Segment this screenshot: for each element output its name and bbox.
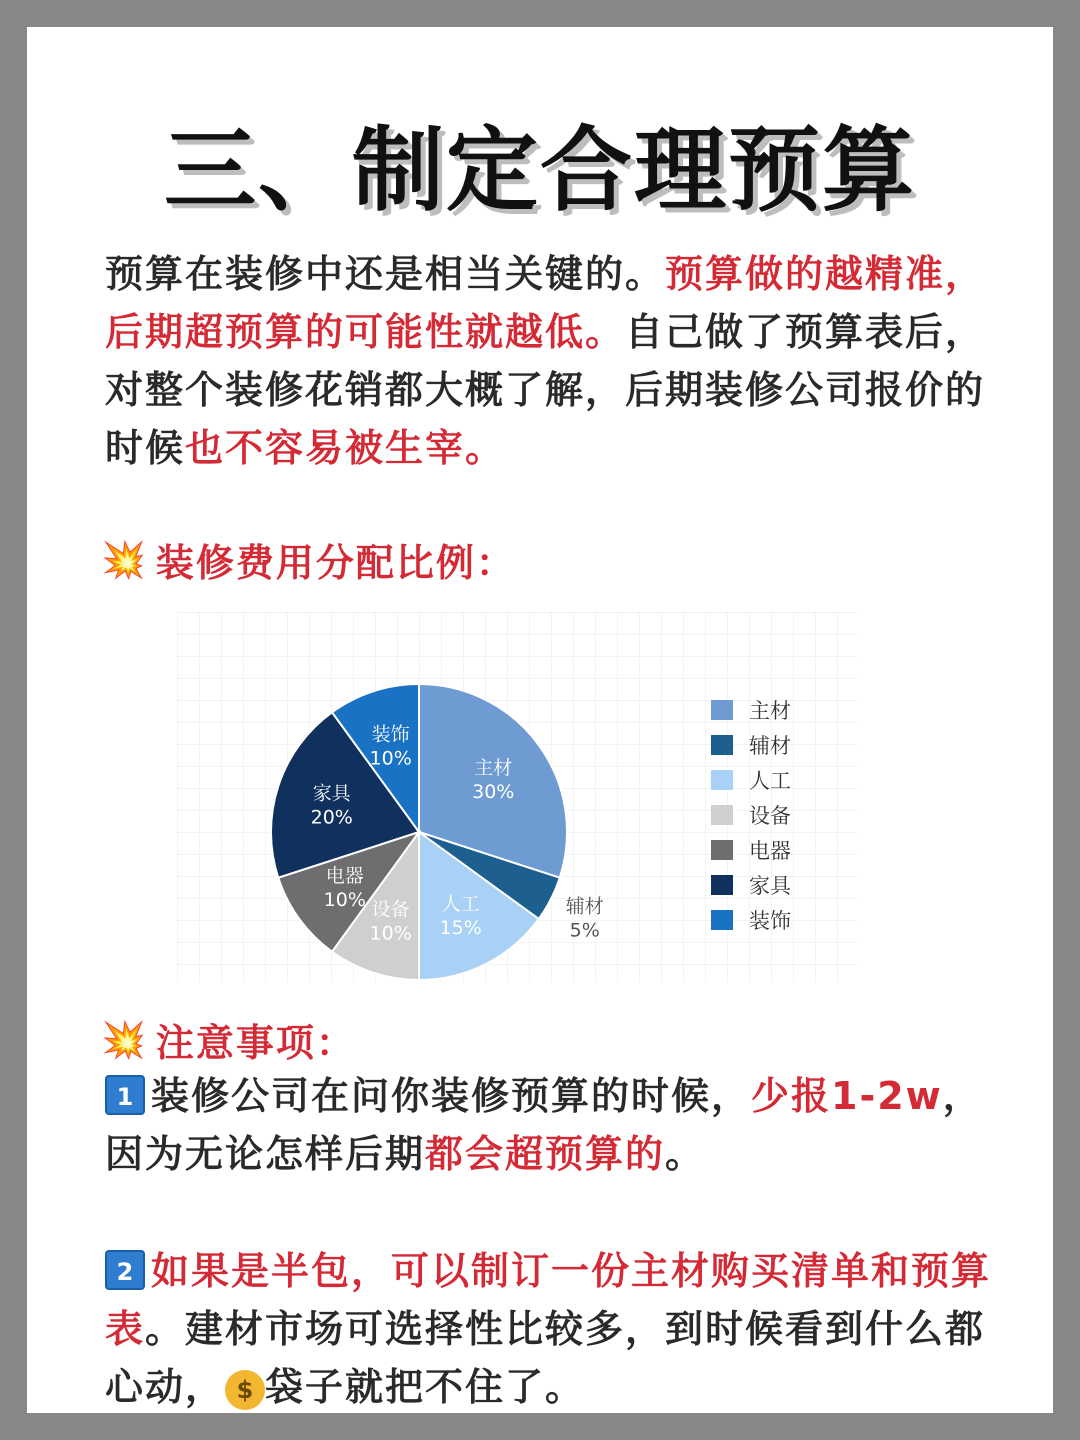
legend-label-4: 设备 — [749, 804, 791, 828]
tip-1 — [105, 1067, 995, 1183]
slice-category-label-3: 人工 — [441, 892, 480, 915]
intro-text-1: 预算在装修中还是相当关键的。 — [105, 252, 666, 296]
tip-1-highlight-b: 都会超预算的 — [425, 1132, 666, 1176]
pie-chart — [177, 612, 857, 982]
tip-1-highlight-a: 少报1-2w — [751, 1074, 943, 1118]
legend-swatch-3 — [711, 770, 733, 790]
slice-value-label-7: 10% — [369, 747, 412, 770]
slice-category-label-4: 设备 — [371, 898, 410, 921]
explosion-icon: 💥 — [101, 1019, 148, 1061]
slice-category-label-1: 主材 — [474, 757, 513, 780]
intro-highlight-1: 预算做的越精准，后期超预算的可能性就越低。 — [105, 252, 986, 354]
legend-label-6: 家具 — [749, 874, 791, 898]
slice-category-label-5: 电器 — [325, 864, 364, 887]
section-heading-ratio-text: 装修费用分配比例： — [155, 541, 516, 585]
slice-value-label-6: 20% — [310, 806, 353, 829]
legend-label-2: 辅材 — [749, 734, 791, 758]
slice-value-label-2: 5% — [569, 919, 600, 942]
slice-value-label-5: 10% — [323, 888, 366, 911]
legend-label-7: 装饰 — [749, 909, 791, 933]
legend-swatch-5 — [711, 840, 733, 860]
number-1-icon: 1 — [105, 1075, 145, 1115]
tip-1-text-a: 装修公司在问你装修预算的时候， — [151, 1074, 752, 1118]
legend-label-1: 主材 — [749, 699, 791, 723]
slice-category-label-6: 家具 — [312, 782, 351, 805]
section-heading-notes-text: 注意事项： — [155, 1021, 356, 1065]
intro-paragraph — [105, 245, 995, 477]
pie-chart-svg — [177, 612, 857, 982]
poster-card — [27, 27, 1053, 1413]
legend-swatch-7 — [711, 910, 733, 930]
tip-1-text-b: ，因为无论怎样后期 — [105, 1074, 983, 1176]
tip-2 — [105, 1242, 995, 1416]
number-2-icon: 2 — [105, 1250, 145, 1290]
slice-value-label-3: 15% — [439, 916, 482, 939]
slice-category-label-7: 装饰 — [371, 723, 410, 746]
legend-label-3: 人工 — [749, 769, 791, 793]
intro-highlight-2: 也不容易被生宰。 — [185, 426, 506, 470]
section-heading-notes — [101, 1012, 356, 1067]
page-title: 三、制定合理预算 — [163, 117, 916, 224]
tip-2-highlight: 如果是半包，可以制订一份主材购买清单和预算表 — [105, 1249, 992, 1351]
legend-swatch-2 — [711, 735, 733, 755]
tip-1-text-c: 。 — [665, 1132, 706, 1176]
slice-value-label-1: 30% — [472, 781, 515, 804]
legend-swatch-4 — [711, 805, 733, 825]
legend-swatch-6 — [711, 875, 733, 895]
money-bag-icon: $ — [225, 1370, 265, 1410]
section-heading-ratio — [101, 532, 516, 587]
tip-2-text-a: 。建材市场可选择性比较多，到时候看到什么都心动， — [105, 1307, 986, 1409]
tip-2-text-b: 袋子就把不住了。 — [265, 1365, 586, 1409]
slice-value-label-4: 10% — [369, 922, 412, 945]
legend-label-5: 电器 — [749, 839, 791, 863]
intro-text-2: 自己做了预算表后，对整个装修花销都大概了解，后期装修公司报价的时候 — [105, 310, 986, 470]
legend-swatch-1 — [711, 700, 733, 720]
slice-category-label-2: 辅材 — [565, 895, 604, 918]
explosion-icon: 💥 — [101, 539, 148, 581]
